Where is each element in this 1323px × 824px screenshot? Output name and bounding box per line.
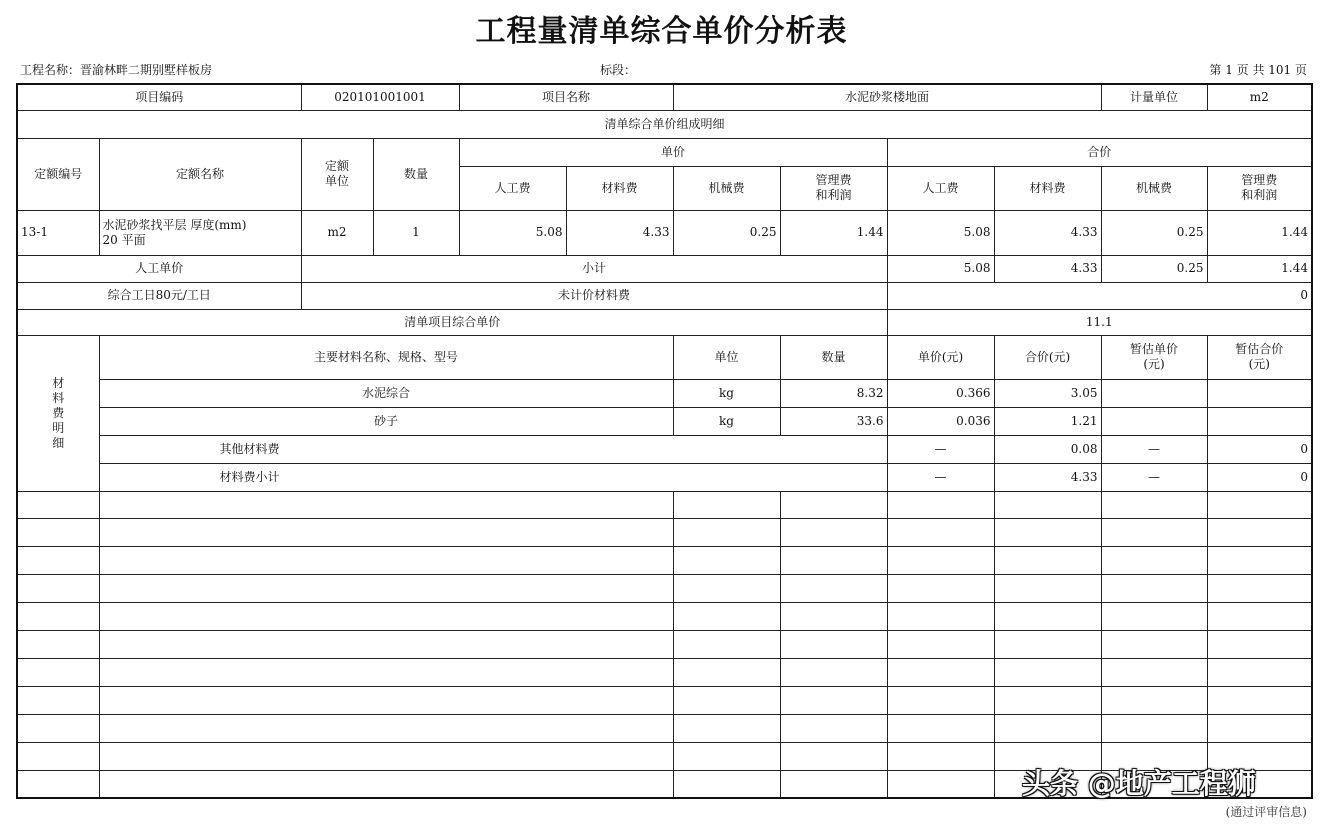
- analysis-table: [16, 83, 1313, 799]
- project-code-label: 项目编码: [17, 84, 301, 110]
- material-section-label: 材 料 费 明 细: [17, 335, 99, 491]
- quota-total-mgmt: 1.44: [1207, 210, 1312, 255]
- unit-total-label: 清单项目综合单价: [17, 309, 887, 335]
- unit-total-value: 11.1: [887, 309, 1312, 335]
- material-total: 3.05: [994, 379, 1101, 407]
- subtotal-mgmt: 1.44: [1207, 255, 1312, 282]
- subtotal-label: 小计: [301, 255, 887, 282]
- blank-row: [17, 714, 1312, 742]
- blank-row: [17, 574, 1312, 602]
- header-total-material: 材料费: [994, 166, 1101, 210]
- other-material-est-total: 0: [1207, 435, 1312, 463]
- subtotal-labor: 5.08: [887, 255, 994, 282]
- other-material-est-price: —: [1101, 435, 1207, 463]
- unpriced-label: 未计价材料费: [301, 282, 887, 309]
- unpriced-value: 0: [887, 282, 1312, 309]
- header-quota-unit: 定额 单位: [301, 138, 373, 210]
- header-total-machine: 机械费: [1101, 166, 1207, 210]
- material-name: 砂子: [99, 407, 673, 435]
- labor-rate: 综合工日80元/工日: [17, 282, 301, 309]
- material-header-qty: 数量: [780, 335, 887, 379]
- project-name-label: 项目名称: [459, 84, 673, 110]
- header-quota-name: 定额名称: [99, 138, 301, 210]
- material-subtotal-row: [17, 463, 1312, 491]
- project-name-value: 水泥砂浆楼地面: [673, 84, 1101, 110]
- quota-mgmt: 1.44: [780, 210, 887, 255]
- header-unit-price: 单价: [459, 138, 887, 166]
- material-subtotal-price: —: [887, 463, 994, 491]
- material-row: [17, 379, 1312, 407]
- material-qty: 8.32: [780, 379, 887, 407]
- material-price: 0.366: [887, 379, 994, 407]
- quota-machine: 0.25: [673, 210, 780, 255]
- blank-row: [17, 602, 1312, 630]
- material-header-total: 合价(元): [994, 335, 1101, 379]
- material-unit: kg: [673, 407, 780, 435]
- subtotal-machine: 0.25: [1101, 255, 1207, 282]
- quota-name: 水泥砂浆找平层 厚度(mm) 20 平面: [99, 210, 301, 255]
- blank-row: [17, 658, 1312, 686]
- blank-row: [17, 546, 1312, 574]
- material-row: [17, 407, 1312, 435]
- material-name: 水泥综合: [99, 379, 673, 407]
- header-quota-code: 定额编号: [17, 138, 99, 210]
- material-header-unit: 单位: [673, 335, 780, 379]
- header-total-labor: 人工费: [887, 166, 994, 210]
- material-subtotal-est-price: —: [1101, 463, 1207, 491]
- unit-label: 计量单位: [1101, 84, 1207, 110]
- header-material: 材料费: [566, 166, 673, 210]
- material-subtotal-total: 4.33: [994, 463, 1101, 491]
- labor-unit-label: 人工单价: [17, 255, 301, 282]
- header-labor: 人工费: [459, 166, 566, 210]
- quota-unit: m2: [301, 210, 373, 255]
- other-material-row: [17, 435, 1312, 463]
- quota-total-material: 4.33: [994, 210, 1101, 255]
- page-number: 第 1 页 共 101 页: [1209, 63, 1307, 77]
- other-material-total: 0.08: [994, 435, 1101, 463]
- blank-row: [17, 518, 1312, 546]
- blank-row: [17, 491, 1312, 518]
- quota-total-labor: 5.08: [887, 210, 994, 255]
- material-unit: kg: [673, 379, 780, 407]
- material-qty: 33.6: [780, 407, 887, 435]
- header-quantity: 数量: [373, 138, 459, 210]
- subtotal-material: 4.33: [994, 255, 1101, 282]
- project-name: 工程名称：晋渝林畔二期别墅样板房: [20, 63, 213, 77]
- material-header-est-total: 暂估合价 (元): [1207, 335, 1312, 379]
- header-machine: 机械费: [673, 166, 780, 210]
- quota-labor: 5.08: [459, 210, 566, 255]
- other-material-label: 其他材料费: [99, 435, 887, 463]
- quota-total-machine: 0.25: [1101, 210, 1207, 255]
- project-row: [17, 84, 1312, 110]
- footer-note: (通过评审信息): [1225, 805, 1307, 819]
- watermark: 头条 @地产工程狮: [1022, 767, 1256, 800]
- quota-code: 13-1: [17, 210, 99, 255]
- material-price: 0.036: [887, 407, 994, 435]
- quota-material: 4.33: [566, 210, 673, 255]
- material-subtotal-est-total: 0: [1207, 463, 1312, 491]
- header-total-price: 合价: [887, 138, 1312, 166]
- blank-row: [17, 630, 1312, 658]
- header-total-mgmt: 管理费 和利润: [1207, 166, 1312, 210]
- material-header-price: 单价(元): [887, 335, 994, 379]
- composition-title: 清单综合单价组成明细: [17, 110, 1312, 138]
- header-mgmt: 管理费 和利润: [780, 166, 887, 210]
- project-code-value: 020101001001: [301, 84, 459, 110]
- section-label: 标段：: [600, 63, 637, 77]
- material-subtotal-label: 材料费小计: [99, 463, 887, 491]
- page-title: 工程量清单综合单价分析表: [475, 14, 848, 49]
- material-total: 1.21: [994, 407, 1101, 435]
- material-header-est-price: 暂估单价 (元): [1101, 335, 1207, 379]
- blank-row: [17, 686, 1312, 714]
- quota-qty: 1: [373, 210, 459, 255]
- unit-value: m2: [1207, 84, 1312, 110]
- quota-row: [17, 210, 1312, 255]
- material-header-name: 主要材料名称、规格、型号: [99, 335, 673, 379]
- other-material-price: —: [887, 435, 994, 463]
